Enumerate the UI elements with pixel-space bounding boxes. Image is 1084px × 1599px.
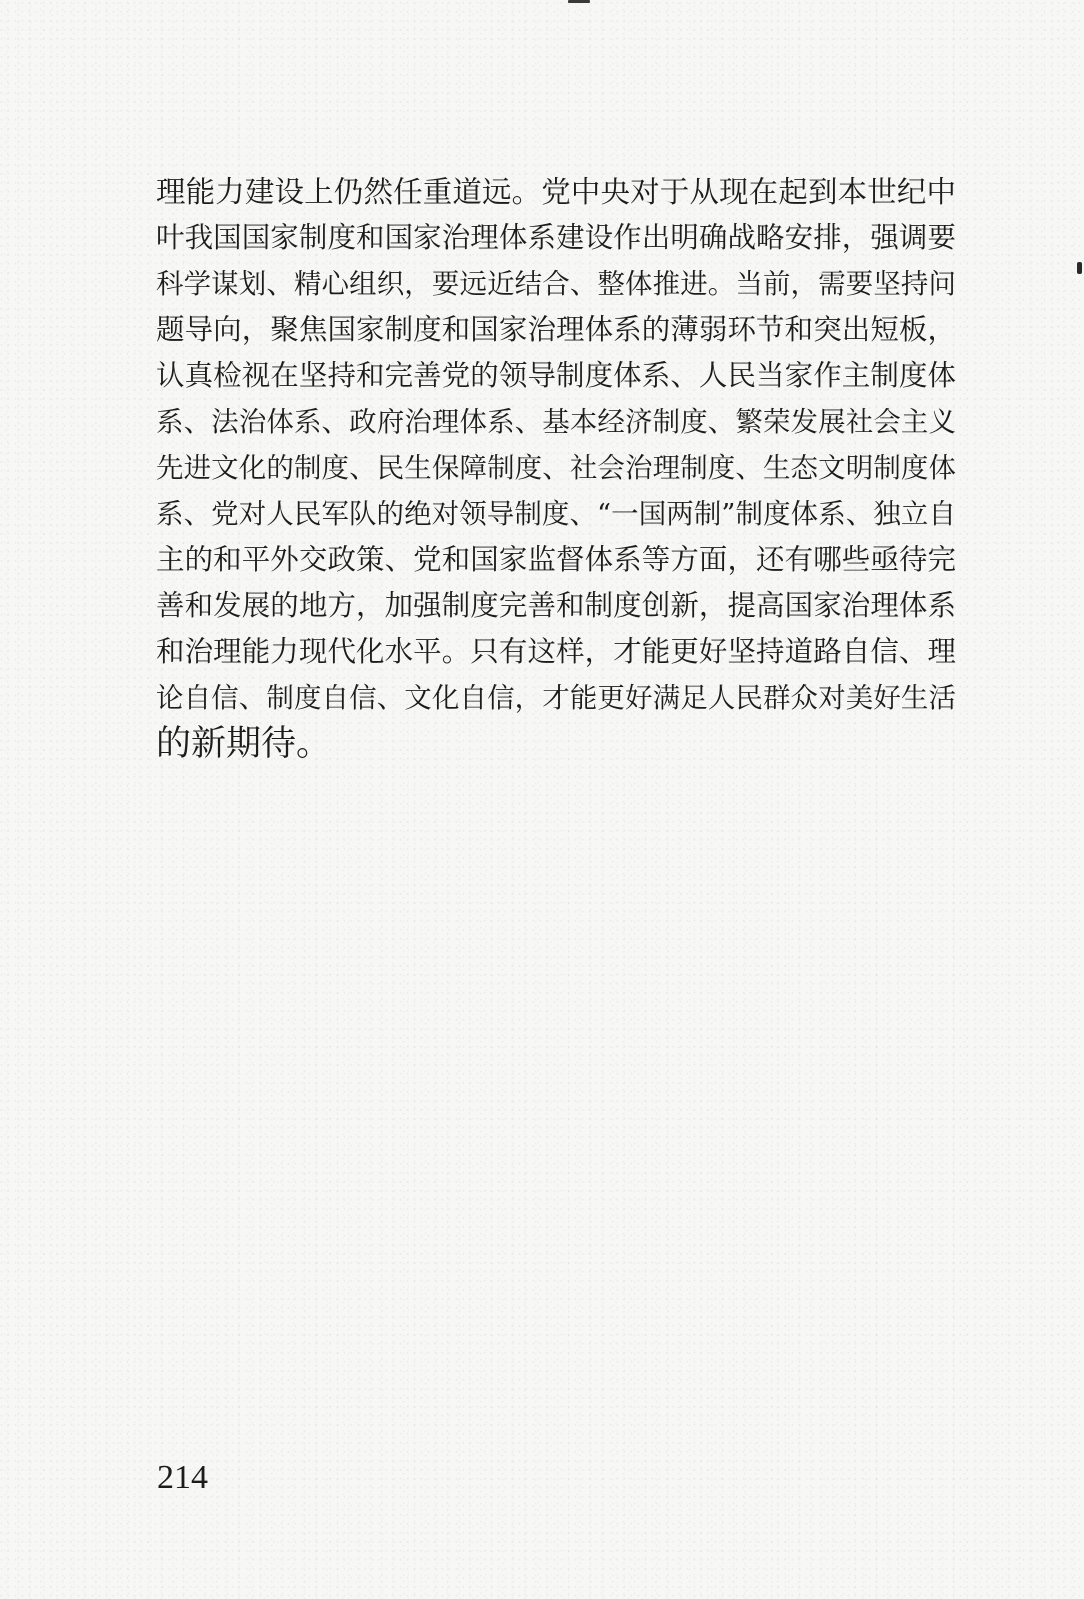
text-line-8: 系、党对人民军队的绝对领导制度、“一国两制”制度体系、独立自: [156, 498, 956, 530]
body-paragraph: [156, 169, 956, 767]
text-line-9: 主的和平外交政策、党和国家监督体系等方面，还有哪些亟待完: [156, 543, 956, 576]
text-line-13: 的新期待。: [156, 724, 332, 764]
text-line-2: 叶我国国家制度和国家治理体系建设作出明确战略安排，强调要: [156, 221, 956, 254]
text-line-5: 认真检视在坚持和完善党的领导制度体系、人民当家作主制度体: [156, 359, 956, 392]
text-line-3: 科学谋划、精心组织，要远近结合、整体推进。当前，需要坚持问: [156, 268, 956, 300]
page-number: 214: [157, 1459, 208, 1496]
text-line-4: 题导向，聚焦国家制度和国家治理体系的薄弱环节和突出短板，: [156, 313, 956, 346]
text-line-11: 和治理能力现代化水平。只有这样，才能更好坚持道路自信、理: [156, 635, 956, 668]
text-line-10: 善和发展的地方，加强制度完善和制度创新，提高国家治理体系: [156, 589, 956, 622]
scan-mark-top: [568, 0, 590, 3]
text-line-1: 理能力建设上仍然任重道远。党中央对于从现在起到本世纪中: [156, 175, 956, 209]
text-line-7: 先进文化的制度、民生保障制度、社会治理制度、生态文明制度体: [156, 452, 956, 484]
scan-mark-edge: [1077, 262, 1082, 274]
text-line-12: 论自信、制度自信、文化自信，才能更好满足人民群众对美好生活: [156, 682, 956, 714]
text-line-6: 系、法治体系、政府治理体系、基本经济制度、繁荣发展社会主义: [156, 406, 956, 438]
